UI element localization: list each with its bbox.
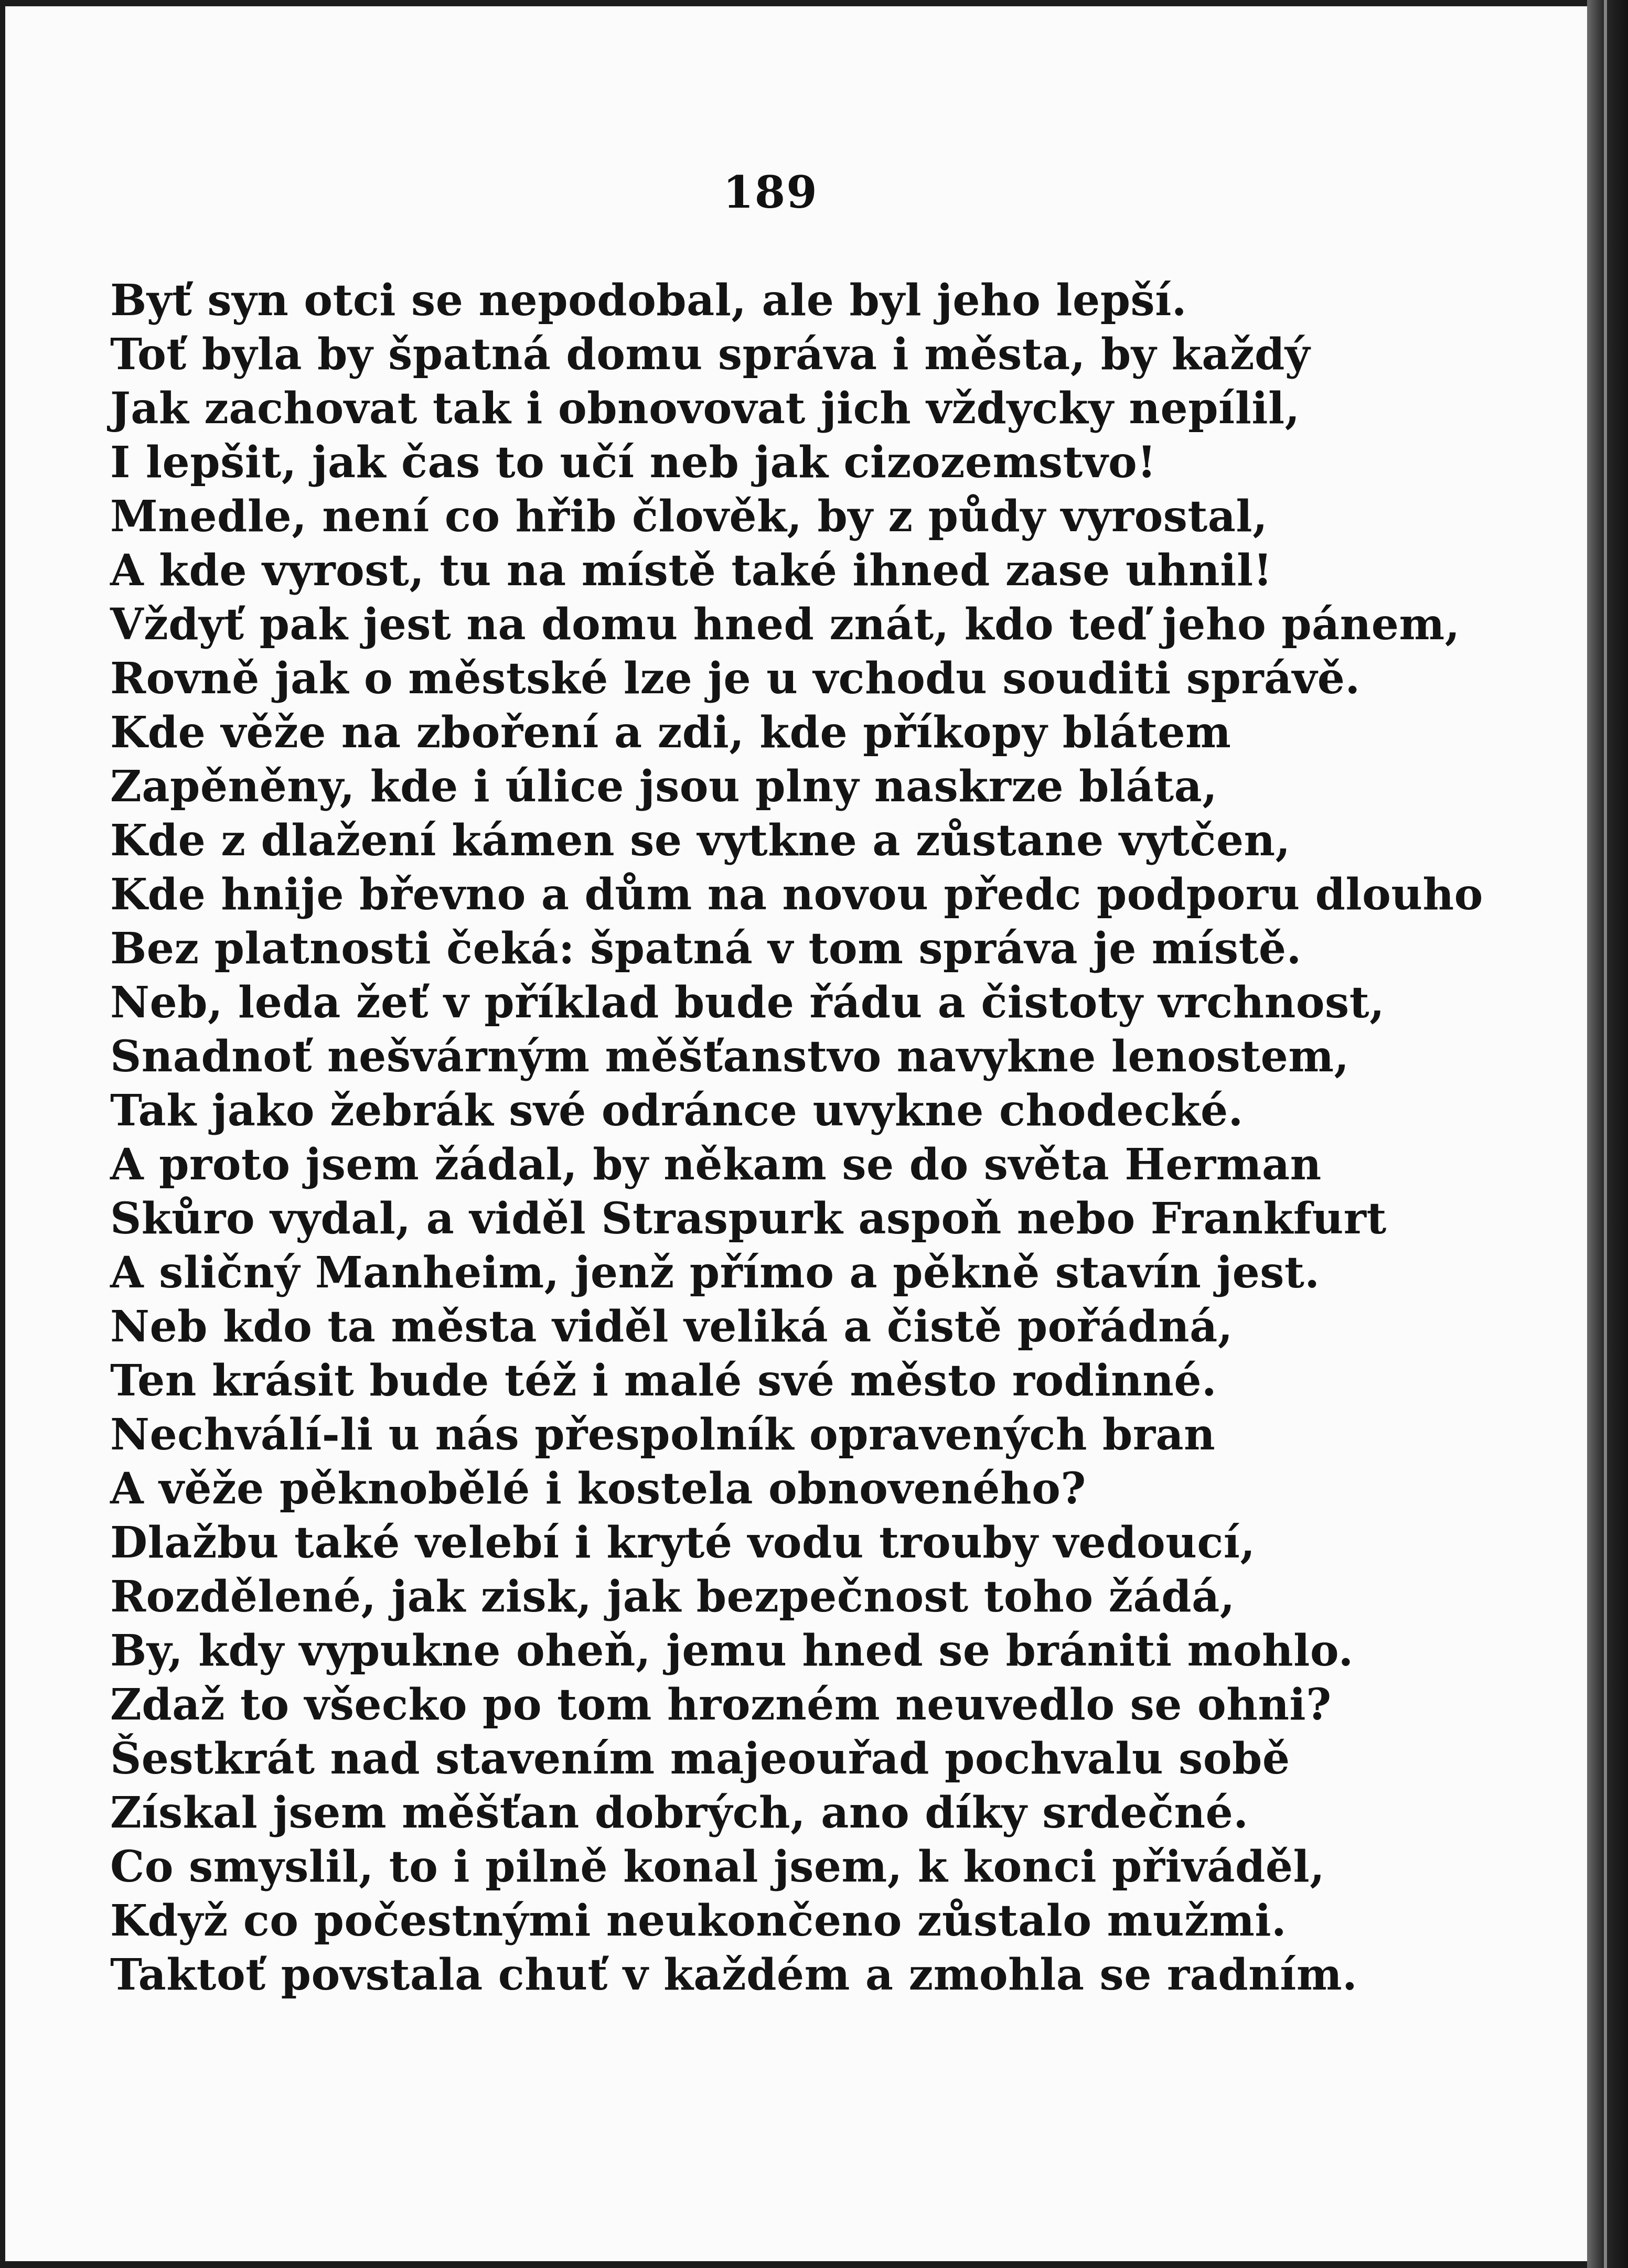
poem-line: Získal jsem měšťan dobrých, ano díky srdečné. bbox=[110, 1788, 1249, 1838]
poem-line: Toť byla by špatná domu správa i města, by každý bbox=[110, 329, 1310, 380]
poem-line: Vždyť pak jest na domu hned znát, kdo teď jeho pánem, bbox=[110, 599, 1460, 650]
poem-line: Neb, leda žeť v příklad bude řádu a čistoty vrchnost, bbox=[110, 977, 1385, 1028]
page-number: 189 bbox=[723, 166, 818, 218]
poem-line: Když co počestnými neukončeno zůstalo mužmi. bbox=[110, 1896, 1287, 1946]
poem-line: A sličný Manheim, jenž přímo a pěkně stavín jest. bbox=[110, 1248, 1320, 1298]
poem-line: Kde hnije břevno a dům na novou předc podporu dlouho bbox=[110, 869, 1483, 920]
poem-line: Taktoť povstala chuť v každém a zmohla se radním. bbox=[110, 1950, 1358, 2000]
poem-line: Dlažbu také velebí i kryté vodu trouby vedoucí, bbox=[110, 1518, 1256, 1568]
poem-line: Tak jako žebrák své odránce uvykne chodecké. bbox=[110, 1085, 1244, 1136]
poem-line: Zapěněny, kde i úlice jsou plny naskrze bláta, bbox=[110, 761, 1218, 812]
poem-text bbox=[110, 274, 1558, 2002]
poem-line: Skůro vydal, a viděl Straspurk aspoň nebo Frankfurt bbox=[110, 1194, 1387, 1244]
poem-line: Snadnoť nešvárným měšťanstvo navykne lenostem, bbox=[110, 1031, 1349, 1082]
poem-line: Bez platnosti čeká: špatná v tom správa je místě. bbox=[110, 923, 1302, 974]
poem-line: Byť syn otci se nepodobal, ale byl jeho lepší. bbox=[110, 275, 1187, 326]
poem-line: A proto jsem žádal, by někam se do světa Herman bbox=[110, 1140, 1322, 1190]
poem-line: Jak zachovat tak i obnovovat jich vždycky nepílil, bbox=[110, 383, 1300, 434]
poem-line: Šestkrát nad stavením majeouřad pochvalu sobě bbox=[110, 1734, 1290, 1784]
poem-line: Co smyslil, to i pilně konal jsem, k konci přiváděl, bbox=[110, 1842, 1325, 1892]
page-edge-shadow bbox=[1587, 0, 1628, 2268]
poem-line: Nechválí-li u nás přespolník opravených bran bbox=[110, 1410, 1216, 1460]
poem-line: Rovně jak o městské lze je u vchodu souditi správě. bbox=[110, 653, 1361, 704]
poem-line: A kde vyrost, tu na místě také ihned zase uhnil! bbox=[110, 545, 1273, 596]
poem-line: Ten krásit bude též i malé své město rodinné. bbox=[110, 1356, 1217, 1406]
poem-line: Zdaž to všecko po tom hrozném neuvedlo se ohni? bbox=[110, 1680, 1332, 1730]
poem-line: Kde věže na zboření a zdi, kde příkopy blátem bbox=[110, 707, 1231, 758]
poem-line: By, kdy vypukne oheň, jemu hned se brániti mohlo. bbox=[110, 1626, 1354, 1676]
poem-line: Mnedle, není co hřib člověk, by z půdy vyrostal, bbox=[110, 491, 1268, 542]
poem-line: A věže pěknobělé i kostela obnoveného? bbox=[110, 1464, 1086, 1514]
poem-line: Rozdělené, jak zisk, jak bezpečnost toho žádá, bbox=[110, 1572, 1235, 1622]
poem-line: Kde z dlažení kámen se vytkne a zůstane vytčen, bbox=[110, 815, 1291, 866]
poem-line: Neb kdo ta města viděl veliká a čistě pořádná, bbox=[110, 1302, 1233, 1352]
book-page bbox=[5, 6, 1587, 2261]
poem-line: I lepšit, jak čas to učí neb jak cizozemstvo! bbox=[110, 437, 1156, 488]
page-edge-highlight bbox=[1604, 0, 1607, 2268]
